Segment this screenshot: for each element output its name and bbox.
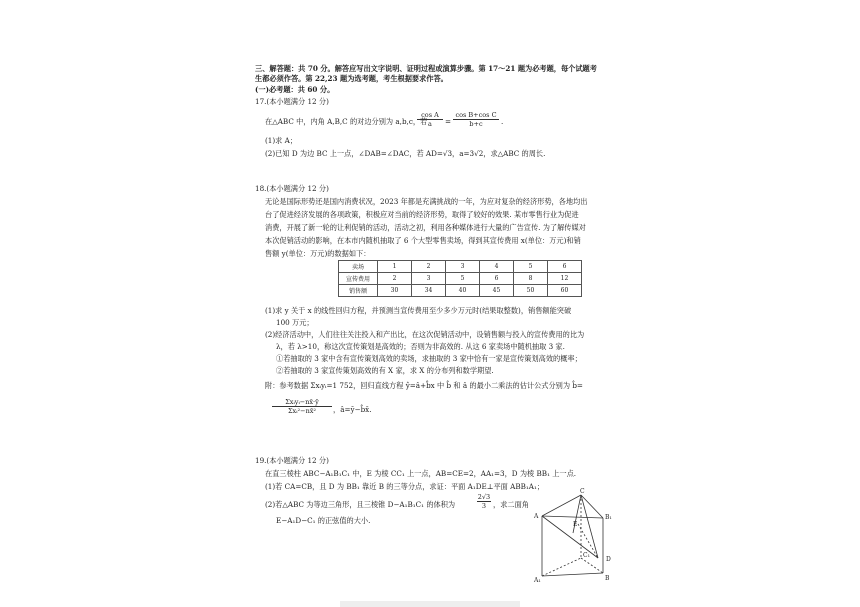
table-cell: 40 xyxy=(446,285,480,297)
q19-part1: (1)若 CA=CB，且 D 为 BB₁ 靠近 B 的三等分点，求证：平面 A₁DE⊥平面 ABB₁A₁； xyxy=(265,482,545,491)
q18-formula-numerator: Σxᵢyᵢ−nx̄·ȳ xyxy=(285,398,319,406)
table-cell: 6 xyxy=(480,273,514,285)
table-cell: 30 xyxy=(378,285,412,297)
edge-a-c xyxy=(542,495,581,516)
table-cell: 5 xyxy=(446,273,480,285)
q18-part2-line4: ②若抽取的 3 家宣传策划高效的有 X 家，求 X 的分布列和数学期望. xyxy=(276,366,494,375)
fig-label-d: D xyxy=(606,556,611,563)
q17-stem: 在△ABC 中，内角 A,B,C 的对边分别为 a,b,c，若 xyxy=(265,117,428,126)
table-cell: 50 xyxy=(514,285,548,297)
q17-fraction1-numerator: cos A xyxy=(421,111,439,119)
table-cell: 34 xyxy=(412,285,446,297)
q18-part2-line3: ①若抽取的 3 家中含有宣传策划高效的卖场，求抽取的 3 家中恰有一家是宣传策划高效的概率； xyxy=(276,354,582,363)
q18-part1-line2: 100 万元； xyxy=(276,318,314,327)
fig-label-c: C xyxy=(580,488,585,495)
q18-text-line5: 售额 y(单位：万元)的数据如下： xyxy=(265,249,371,258)
edge-a1-c1 xyxy=(542,558,581,576)
q19-number: 19.(本小题满分 12 分) xyxy=(255,456,329,465)
edge-a1-b xyxy=(542,573,603,576)
q17-fraction1 xyxy=(417,111,443,128)
q17-part1: (1)求 A； xyxy=(265,136,298,145)
q18-reference-note: 附：参考数据 Σxᵢyᵢ=1 752，回归直线方程 ŷ=â+b̂x 中 b̂ 和 â 的最小二乘法的估计公式分别为 b̂= xyxy=(265,381,583,390)
q17-number: 17.(本小题满分 12 分) xyxy=(255,97,329,106)
table-cell: 8 xyxy=(514,273,548,285)
q19-text-line1: 在直三棱柱 ABC−A₁B₁C₁ 中，E 为棱 CC₁ 上一点，AB=CE=2，AA₁=3，D 为棱 BB₁ 上一点. xyxy=(265,469,577,478)
q18-text-line2: 台了促进经济发展的各项政策，积极应对当前的经济形势，取得了较好的效果. 某市零售行业为促进 xyxy=(265,210,579,219)
table-cell: 销售额 xyxy=(339,285,378,297)
sales-data-table xyxy=(338,260,582,297)
section-heading-line1: 三、解答题：共 70 分。解答应写出文字说明、证明过程或演算步骤。第 17～21 题为必考题，每个试题考 xyxy=(255,64,597,73)
edge-c1-b xyxy=(581,558,603,573)
fig-label-e: E xyxy=(573,521,578,528)
section-heading-line2: 生都必须作答。第 22,23 题为选考题，考生根据要求作答。 xyxy=(255,74,448,83)
q19-part2-dihedral: ，求二面角 xyxy=(493,500,529,509)
q19-volume-denominator: 3 xyxy=(477,501,491,510)
q18-text-line4: 本次促销活动的影响，在本市内随机抽取了 6 个大型零售卖场，得到其宣传费用 x(单位：万元)和销 xyxy=(265,236,581,245)
q17-fraction2-numerator: cos B+cos C xyxy=(455,111,497,119)
q17-stem-end: . xyxy=(501,117,504,126)
q18-text-line1: 无论是国际形势还是国内消费状况，2023 年都是充满挑战的一年，为应对复杂的经济形势，各地均出 xyxy=(265,197,588,206)
q19-volume-fraction xyxy=(477,493,491,510)
table-cell: 宣传费用 xyxy=(339,273,378,285)
fig-label-c1: C₁ xyxy=(583,552,590,559)
section-heading-line3: (一)必考题：共 60 分。 xyxy=(255,85,335,94)
fig-label-a1: A₁ xyxy=(534,577,541,584)
q17-fraction2 xyxy=(453,111,499,128)
page-footer-strip xyxy=(340,601,520,607)
q18-part2-line2: λ，若 λ>10，称这次宣传策划是高效的；否则为非高效的. 从这 6 家卖场中随机抽取 3 家. xyxy=(276,342,565,351)
table-cell: 60 xyxy=(548,285,582,297)
fig-label-b: B xyxy=(605,575,610,582)
q17-part2: (2)已知 D 为边 BC 上一点，∠DAB=∠DAC，若 AD=√3，a=3√2，求△ABC 的周长. xyxy=(265,149,546,158)
table-cell: 3 xyxy=(412,273,446,285)
prism-figure xyxy=(528,488,618,584)
table-cell: 12 xyxy=(548,273,582,285)
fig-label-b1: B₁ xyxy=(605,514,612,521)
table-cell: 4 xyxy=(480,261,514,273)
q19-volume-numerator: 2√3 xyxy=(477,493,491,501)
q18-formula-fraction xyxy=(272,398,332,416)
edge-a-b1 xyxy=(542,516,603,518)
table-row xyxy=(339,285,582,297)
q17-fraction1-denominator: a xyxy=(417,119,443,128)
q17-equals: = xyxy=(445,117,452,126)
table-cell: 卖场 xyxy=(339,261,378,273)
fig-label-a: A xyxy=(534,513,539,520)
q18-part1-line1: (1)求 y 关于 x 的线性回归方程，并预测当宣传费用至少多少万元时(结果取整数)，销售额能突破 xyxy=(265,306,572,315)
table-cell: 3 xyxy=(446,261,480,273)
table-row xyxy=(339,273,582,285)
table-cell: 1 xyxy=(378,261,412,273)
table-cell: 45 xyxy=(480,285,514,297)
q19-part2-line1: (2)若△ABC 为等边三角形，且三棱锥 D−A₁B₁C₁ 的体积为 xyxy=(265,500,456,509)
table-cell: 5 xyxy=(514,261,548,273)
q17-fraction2-denominator: b+c xyxy=(453,119,499,128)
q18-number: 18.(本小题满分 12 分) xyxy=(255,184,329,193)
table-cell: 6 xyxy=(548,261,582,273)
table-row xyxy=(339,261,582,273)
table-cell: 2 xyxy=(412,261,446,273)
q18-formula-denominator: Σxᵢ²−nx̄² xyxy=(272,406,332,416)
table-cell: 2 xyxy=(378,273,412,285)
q18-part2-line1: (2)经济活动中，人们往往关注投入和产出比，在这次促销活动中，设销售额与投入的宣传费用的比为 xyxy=(265,330,585,339)
q18-text-line3: 消费，开展了新一轮的让利促销的活动，活动之初，利用各种媒体进行大量的广告宣传. 为了解传媒对 xyxy=(265,223,586,232)
q19-part2-line2: E−A₁D−C₁ 的正弦值的大小. xyxy=(276,516,371,525)
q18-formula-tail: ，â=ȳ−b̂x̄. xyxy=(333,405,372,414)
